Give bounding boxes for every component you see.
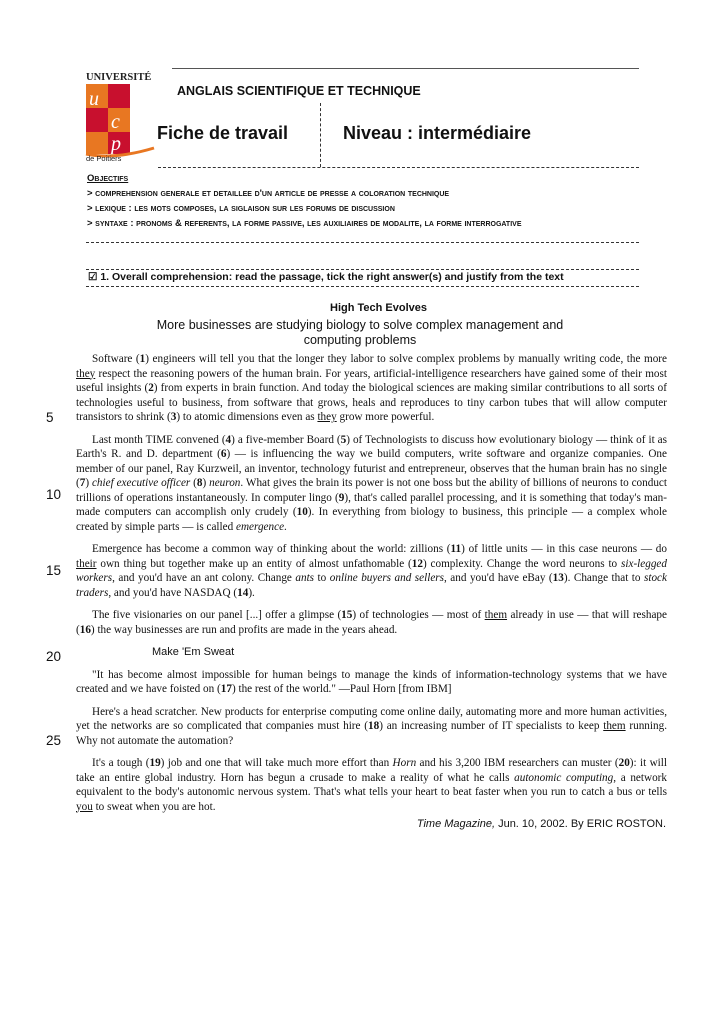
svg-text:p: p bbox=[111, 133, 121, 155]
level-title: Niveau : intermédiaire bbox=[343, 123, 532, 143]
task-text: 1. Overall comprehension: read the passage, tick the right answer(s) and justify from the text bbox=[100, 271, 564, 283]
line-number: 15 bbox=[46, 563, 62, 578]
paragraph: Here's a head scratcher. New products for enterprise computing come online daily, automating more and more human activities, yet the networks are so complicated that companies must hire (18) an increasing number of IT specialists to keep them running. Why not automate the automation? bbox=[76, 705, 667, 747]
svg-text:u: u bbox=[89, 88, 99, 110]
divider bbox=[86, 242, 639, 243]
article-body bbox=[76, 352, 667, 814]
source-publication: Time Magazine, bbox=[416, 818, 496, 830]
paragraph: Emergence has become a common way of thinking about the world: zillions (11) of little units — in this case neurons — do their own thing but together make up an entity of almost unfathomable (12) complexity. Change the word neurons to six-legged workers, and you'd have an ant colony. Change ants to online buyers and sellers, and you'd have eBay (13). Change that to stock traders, and you'd have NASDAQ (14). bbox=[76, 543, 667, 599]
objective-item: > comprehension generale et detaillee d'un article de presse a coloration technique bbox=[87, 188, 450, 199]
article-source bbox=[300, 818, 666, 830]
article-subheading: Make 'Em Sweat bbox=[152, 646, 235, 658]
divider bbox=[158, 167, 639, 168]
objectives-heading: Objectifs bbox=[87, 173, 129, 184]
article-subtitle: More businesses are studying biology to solve complex management and computing problems bbox=[156, 318, 564, 347]
checkbox-icon: ☑ bbox=[88, 271, 98, 283]
course-title: ANGLAIS SCIENTIFIQUE ET TECHNIQUE bbox=[177, 84, 421, 98]
line-number: 25 bbox=[46, 733, 62, 748]
objectives-block bbox=[87, 171, 639, 231]
paragraph: It's a tough (19) job and one that will take much more effort than Horn and his 3,200 IBM researchers can muster (20): it will take an entire global industry. Horn has begun a crusade to make a reality of what he calls autonomic computing, a network equivalent to the body's autonomic nervous system. That's what tells your heart to beat faster when you run to catch a bus or tells you to sweat when you are hot. bbox=[76, 757, 667, 813]
line-number: 20 bbox=[46, 649, 62, 664]
svg-text:UNIVERSITÉ: UNIVERSITÉ bbox=[86, 72, 152, 83]
divider bbox=[86, 286, 639, 287]
svg-text:c: c bbox=[111, 111, 120, 133]
paragraph: Last month TIME convened (4) a five-member Board (5) of Technologists to discuss how evolutionary biology — think of it as Earth's R. and D. department (6) — is influencing the way we build computers, write software and organize companies. One member of our panel, Ray Kurzweil, an inventor, technology futurist and entrepreneur, observes that the human brain has no single (7) chief executive officer (8) neuron. What gives the brain its power is not one boss but the ability of billions of neurons to conduct trillions of operations instantaneously. In computer lingo (9), that's called parallel processing, and it is something that today's man-made computers can accomplish only crudely (10). In everything from biology to business, this principle — a complex whole created by simple parts — is called emergence. bbox=[76, 433, 667, 533]
source-details: Jun. 10, 2002. By ERIC ROSTON. bbox=[495, 818, 666, 830]
paragraph: "It has become almost impossible for human beings to manage the kinds of information-technology systems that we have created and we have foisted on (17) the rest of the world." —Paul Horn [from IBM] bbox=[76, 668, 667, 695]
divider bbox=[86, 269, 639, 270]
university-logo bbox=[84, 68, 158, 164]
paragraph: Software (1) engineers will tell you that the longer they labor to solve complex problems by manually writing code, the more they respect the reasoning powers of the human brain. For years, artificial-intelligence researchers have gained some of their most useful insights (2) from experts in brain function. And today the biological sciences are making similar contributions to all sorts of technologies useful to business, from software that grows, heals and reproduces to tiny carbon tubes that will allow computer transistors to shrink (3) to atomic dimensions even as they grow more powerful. bbox=[76, 353, 667, 423]
svg-text:de Poitiers: de Poitiers bbox=[86, 154, 122, 163]
objective-item: > syntaxe : pronoms & referents, la forme passive, les auxiliaires de modalite, la forme interrogative bbox=[87, 218, 522, 229]
article-title: High Tech Evolves bbox=[330, 302, 427, 314]
task-instruction bbox=[88, 271, 564, 283]
line-number: 5 bbox=[46, 410, 54, 425]
header-divider bbox=[320, 103, 321, 167]
header-rule bbox=[172, 68, 639, 69]
line-number: 10 bbox=[46, 487, 62, 502]
sheet-title: Fiche de travail bbox=[157, 123, 289, 143]
paragraph: The five visionaries on our panel [...] offer a glimpse (15) of technologies — most of them already in use — that will reshape (16) the way businesses are run and profits are made in the years ahead. bbox=[76, 609, 667, 636]
objective-item: > lexique : les mots composes, la siglaison sur les forums de discussion bbox=[87, 203, 395, 214]
